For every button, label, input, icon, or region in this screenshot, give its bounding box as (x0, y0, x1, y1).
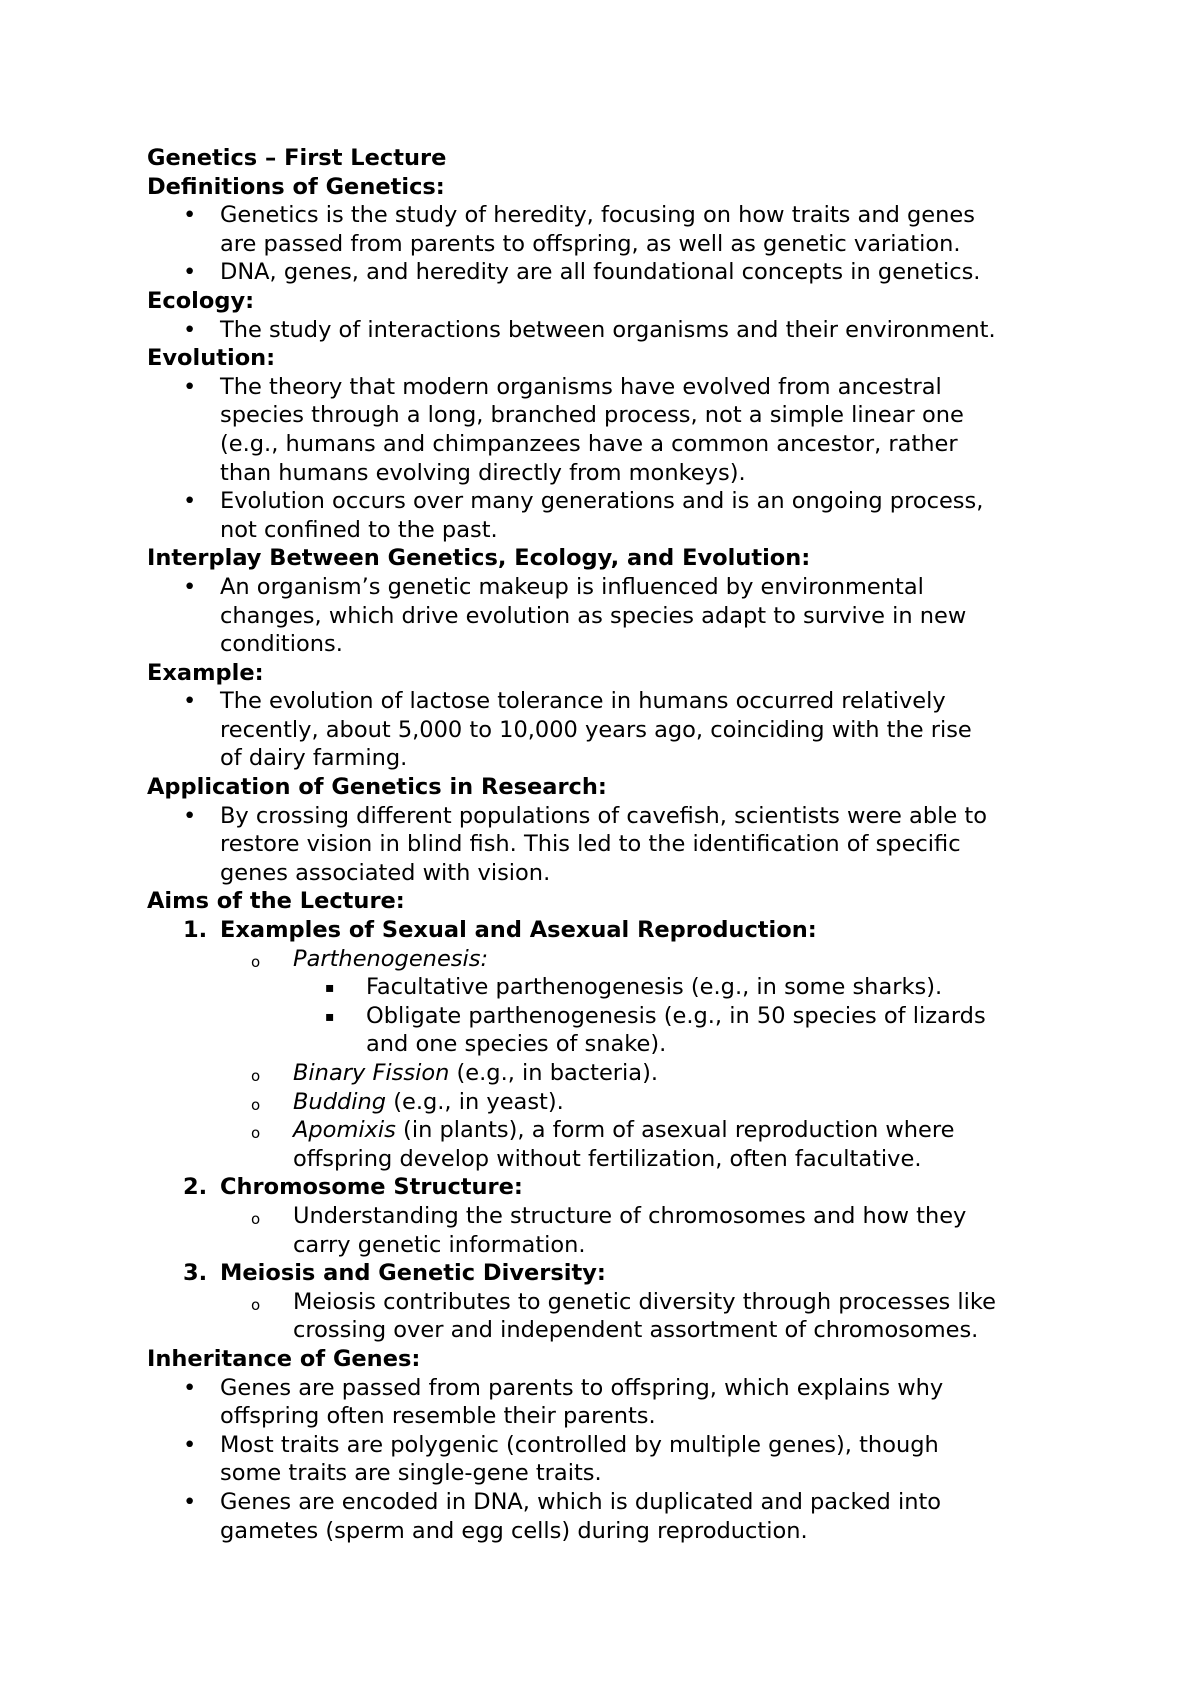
square-bullet-icon: ▪ (325, 980, 335, 997)
list-item: • Genes are passed from parents to offspring, which explains why (183, 1374, 944, 1401)
sub-item: o Parthenogenesis: (147, 945, 1067, 974)
bullet-icon: • (183, 316, 197, 343)
sub-item: o Binary Fission (e.g., in bacteria). (147, 1059, 1067, 1088)
item-number: 2. (183, 1174, 208, 1201)
sub-sub-item: ▪ Obligate parthenogenesis (e.g., in 50 species of lizards (147, 1002, 1067, 1031)
aims-heading: Aims of the Lecture: (147, 888, 405, 915)
list-item: • Evolution occurs over many generations and is an ongoing process, (183, 488, 984, 515)
numbered-item: 1. Examples of Sexual and Asexual Reproduction: (183, 917, 817, 944)
list-item-continuation: not confined to the past. (220, 516, 498, 543)
sub-item: o Understanding the structure of chromosomes and how they (147, 1202, 1067, 1231)
sub-item: o Apomixis (in plants), a form of asexual reproduction where (147, 1116, 1067, 1145)
bullet-icon: • (183, 802, 197, 829)
document-page (147, 144, 1067, 1545)
numbered-item: 3. Meiosis and Genetic Diversity: (183, 1260, 606, 1287)
sub-item: o Meiosis contributes to genetic diversity through processes like (147, 1288, 1067, 1317)
list-item-continuation: species through a long, branched process, not a simple linear one (220, 402, 964, 429)
bullet-icon: • (183, 373, 197, 400)
bullet-icon: • (183, 259, 197, 286)
list-item-continuation: than humans evolving directly from monkeys). (220, 459, 746, 486)
bullet-icon: • (183, 1374, 197, 1401)
list-item: • Most traits are polygenic (controlled by multiple genes), though (183, 1431, 939, 1458)
interplay-heading: Interplay Between Genetics, Ecology, and Evolution: (147, 545, 811, 572)
list-item-continuation: of dairy farming. (220, 745, 408, 772)
list-item-continuation: offspring often resemble their parents. (220, 1403, 656, 1430)
item-number: 3. (183, 1260, 208, 1287)
list-item: • The theory that modern organisms have evolved from ancestral (183, 373, 942, 400)
list-item: • Genetics is the study of heredity, focusing on how traits and genes (183, 202, 975, 229)
application-heading: Application of Genetics in Research: (147, 774, 607, 801)
example-heading: Example: (147, 659, 264, 686)
list-item-continuation: (e.g., humans and chimpanzees have a common ancestor, rather (220, 430, 958, 457)
list-item-continuation: recently, about 5,000 to 10,000 years ago, coinciding with the rise (220, 716, 972, 743)
bullet-icon: • (183, 1431, 197, 1458)
list-item-continuation: some traits are single-gene traits. (220, 1460, 602, 1487)
document-title: Genetics – First Lecture (147, 145, 447, 171)
sub-item-continuation: offspring develop without fertilization, often facultative. (293, 1145, 922, 1172)
bullet-icon: • (183, 1488, 197, 1515)
list-item: • The study of interactions between organisms and their environment. (183, 316, 996, 343)
bullet-icon: • (183, 202, 197, 229)
square-bullet-icon: ▪ (325, 1008, 335, 1025)
sub-item-continuation: carry genetic information. (293, 1231, 586, 1258)
list-item: • An organism’s genetic makeup is influenced by environmental (183, 573, 924, 600)
list-item: • By crossing different populations of cavefish, scientists were able to (183, 802, 987, 829)
circle-bullet-icon: o (251, 1295, 261, 1314)
list-item-continuation: gametes (sperm and egg cells) during reproduction. (220, 1517, 808, 1544)
list-item-continuation: restore vision in blind fish. This led to the identification of specific (220, 831, 961, 858)
bullet-icon: • (183, 488, 197, 515)
numbered-item: 2. Chromosome Structure: (183, 1174, 523, 1201)
circle-bullet-icon: o (251, 952, 261, 971)
list-item-continuation: conditions. (220, 631, 343, 658)
list-item-continuation: are passed from parents to offspring, as well as genetic variation. (220, 230, 961, 257)
circle-bullet-icon: o (251, 1209, 261, 1228)
list-item: • The evolution of lactose tolerance in humans occurred relatively (183, 688, 946, 715)
sub-sub-item-continuation: and one species of snake). (366, 1031, 667, 1058)
list-item: • Genes are encoded in DNA, which is duplicated and packed into (183, 1488, 942, 1515)
list-item-continuation: genes associated with vision. (220, 859, 551, 886)
inheritance-heading: Inheritance of Genes: (147, 1345, 421, 1372)
list-item-continuation: changes, which drive evolution as species adapt to survive in new (220, 602, 967, 629)
sub-item: o Budding (e.g., in yeast). (147, 1088, 1067, 1117)
circle-bullet-icon: o (251, 1124, 261, 1143)
ecology-heading: Ecology: (147, 287, 255, 314)
sub-sub-item: ▪ Facultative parthenogenesis (e.g., in some sharks). (147, 973, 1067, 1002)
bullet-icon: • (183, 688, 197, 715)
item-number: 1. (183, 917, 208, 944)
circle-bullet-icon: o (251, 1067, 261, 1085)
bullet-icon: • (183, 573, 197, 600)
definitions-heading: Definitions of Genetics: (147, 173, 445, 200)
list-item: • DNA, genes, and heredity are all foundational concepts in genetics. (183, 259, 981, 286)
evolution-heading: Evolution: (147, 345, 276, 372)
circle-bullet-icon: o (251, 1095, 261, 1114)
sub-item-continuation: crossing over and independent assortment of chromosomes. (293, 1317, 979, 1344)
